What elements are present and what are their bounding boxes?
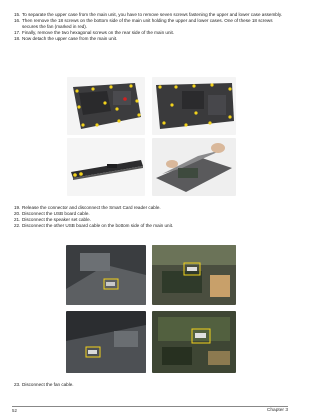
- step-number: 17.: [14, 30, 21, 36]
- step-text: Disconnect the fan cable.: [22, 382, 74, 387]
- step-number: 20.: [14, 211, 21, 217]
- instruction-list-2: [14, 205, 286, 229]
- photo-smart-card-cable: [66, 245, 146, 305]
- step-number: 18.: [14, 36, 21, 42]
- step-text: Disconnect the USB board cable.: [22, 211, 90, 217]
- photo-bottom-case-screws: [67, 77, 145, 135]
- step-text: Now detach the upper case from the main unit.: [22, 36, 118, 42]
- photo-detach-upper-case: [152, 138, 236, 196]
- photo-usb-bottom-cable: [152, 311, 236, 373]
- instruction-list-1: [14, 12, 286, 42]
- step-text: Finally, remove the two hexagonal screws on the rear side of the main unit.: [22, 30, 175, 36]
- instruction-list-3: [14, 382, 286, 388]
- step-number: 16.: [14, 18, 21, 24]
- step-text: Disconnect the speaker set cable.: [22, 217, 91, 223]
- step-text: Release the connector and disconnect the Smart Card reader cable.: [22, 205, 161, 210]
- step-text: To separate the upper case from the main unit, you have to remove seven screws fastening the upper and lower case assembly.: [22, 12, 283, 17]
- step-22: [14, 223, 286, 229]
- step-18: [14, 36, 286, 42]
- step-number: 23.: [14, 382, 21, 387]
- photo-speaker-cable: [66, 311, 146, 373]
- page-number: 52: [12, 408, 17, 413]
- footer-divider: [12, 406, 288, 407]
- photo-bottom-case-screws-alt: [152, 77, 236, 135]
- photo-usb-board-cable: [152, 245, 236, 305]
- step-number: 22.: [14, 223, 21, 229]
- step-number: 19.: [14, 205, 21, 210]
- step-text: Then remove the 18 screws on the bottom side of the main unit holding the upper and lower cases. One of these 18 screws secures the fan (marked in red).: [22, 18, 273, 30]
- step-text: Disconnect the other USB board cable on the bottom side of the main unit.: [22, 223, 174, 229]
- step-number: 15.: [14, 12, 21, 17]
- step-number: 21.: [14, 217, 21, 223]
- step-23: [14, 382, 286, 388]
- chapter-label: Chapter 3: [266, 408, 288, 413]
- step-16: [14, 18, 286, 30]
- photo-rear-hex-screws: [67, 138, 145, 196]
